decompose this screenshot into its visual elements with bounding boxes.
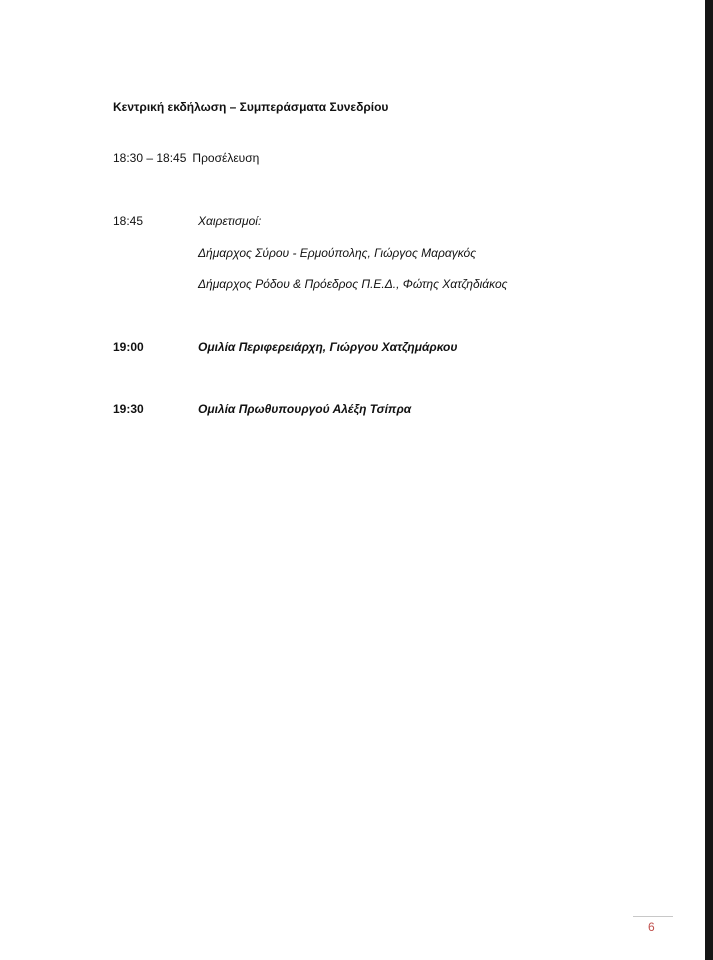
speech-1-time: 19:00 [113,340,144,354]
speech-2-time: 19:30 [113,402,144,416]
greeting-speaker-2: Δήμαρχος Ρόδου & Πρόεδρος Π.Ε.Δ., Φώτης Χατζηδιάκος [198,277,508,291]
arrival-row [113,151,259,165]
page-edge-shadow [705,0,713,960]
event-heading: Κεντρική εκδήλωση – Συμπεράσματα Συνεδρίου [113,100,389,114]
speech-2-text: Ομιλία Πρωθυπουργού Αλέξη Τσίπρα [198,402,412,416]
speech-1-text: Ομιλία Περιφερειάρχη, Γιώργου Χατζημάρκου [198,340,458,354]
greeting-speaker-1: Δήμαρχος Σύρου - Ερμούπολης, Γιώργος Μαραγκός [198,246,477,260]
greetings-time: 18:45 [113,214,144,228]
arrival-time: 18:30 – 18:45 [113,151,187,165]
greetings-title: Χαιρετισμοί: [198,214,262,228]
footer-divider [633,916,673,917]
page-number: 6 [648,920,655,934]
arrival-label: Προσέλευση [192,151,260,165]
